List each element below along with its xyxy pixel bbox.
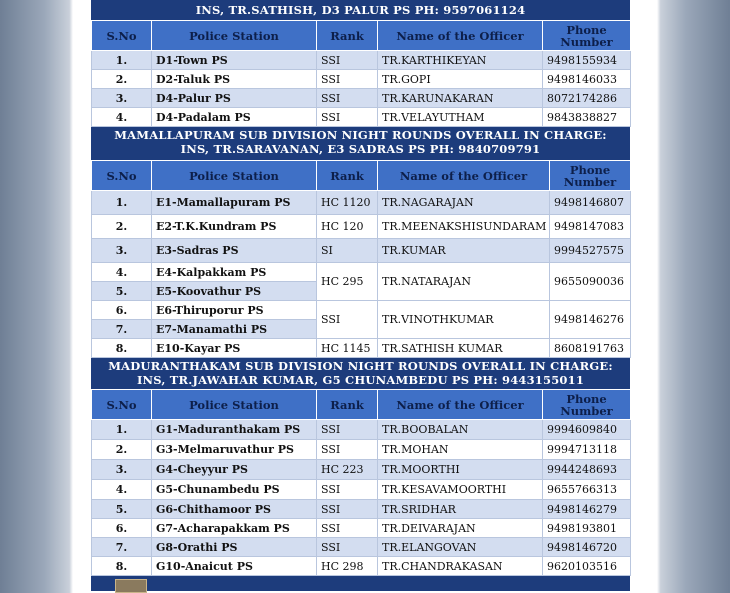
section2-banner xyxy=(91,127,630,160)
col-sno: S.No xyxy=(92,161,152,191)
section3-incharge: INS, TR.JAWAHAR KUMAR, G5 CHUNAMBEDU PS PH: 9443155011 xyxy=(136,373,585,387)
col-phone: Phone Number xyxy=(543,390,631,420)
table-row: 4. E4-Kalpakkam PS HC 295 TR.NATARAJAN 9655090036 xyxy=(92,263,631,282)
col-rank: Rank xyxy=(317,390,378,420)
section2-incharge: INS, TR.SARAVANAN, E3 SADRAS PS PH: 9840709791 xyxy=(180,142,541,156)
col-officer: Name of the Officer xyxy=(378,21,543,51)
table-row: 5. E5-Koovathur PS xyxy=(92,282,631,301)
table-row: 8. G10-Anaicut PS HC 298 TR.CHANDRAKASAN 9620103516 xyxy=(92,557,631,576)
col-rank: Rank xyxy=(317,161,378,191)
table-row: 3. E3-Sadras PS SI TR.KUMAR 9994527575 xyxy=(92,239,631,263)
table-row: 6. G7-Acharapakkam PS SSI TR.DEIVARAJAN 9498193801 xyxy=(92,519,631,538)
section3-title: MADURANTHAKAM SUB DIVISION NIGHT ROUNDS OVERALL IN CHARGE: xyxy=(108,359,613,373)
table-row: 7. G8-Orathi PS SSI TR.ELANGOVAN 9498146720 xyxy=(92,538,631,557)
table-row: 1. G1-Maduranthakam PS SSI TR.BOOBALAN 9994609840 xyxy=(92,420,631,440)
table-row: 1. E1-Mamallapuram PS HC 1120 TR.NAGARAJAN 9498146807 xyxy=(92,191,631,215)
section3-banner xyxy=(91,358,630,389)
table-row: 6. E6-Thiruporur PS SSI TR.VINOTHKUMAR 9498146276 xyxy=(92,301,631,320)
table-row: 2. G3-Melmaruvathur PS SSI TR.MOHAN 9994713118 xyxy=(92,440,631,460)
table-row: 3. D4-Palur PS SSI TR.KARUNAKARAN 8072174286 xyxy=(92,89,631,108)
col-station: Police Station xyxy=(152,390,317,420)
section1-table xyxy=(91,20,631,127)
col-phone: Phone Number xyxy=(543,21,631,51)
section1-banner xyxy=(91,0,630,20)
col-rank: Rank xyxy=(317,21,378,51)
roster-sheet xyxy=(91,0,630,591)
col-phone: Phone Number xyxy=(550,161,631,191)
table-header-row xyxy=(92,390,631,420)
section3-table xyxy=(91,389,631,576)
col-station: Police Station xyxy=(152,161,317,191)
col-officer: Name of the Officer xyxy=(378,161,550,191)
footer-bar xyxy=(91,576,630,591)
table-row: 1. D1-Town PS SSI TR.KARTHIKEYAN 9498155934 xyxy=(92,51,631,70)
table-header-row xyxy=(92,161,631,191)
table-row: 3. G4-Cheyyur PS HC 223 TR.MOORTHI 9944248693 xyxy=(92,460,631,480)
col-officer: Name of the Officer xyxy=(378,390,543,420)
section1-incharge: INS, TR.SATHISH, D3 PALUR PS PH: 9597061124 xyxy=(195,3,526,17)
table-row: 7. E7-Manamathi PS xyxy=(92,320,631,339)
table-row: 2. E2-T.K.Kundram PS HC 120 TR.MEENAKSHISUNDARAM 9498147083 xyxy=(92,215,631,239)
section2-table xyxy=(91,160,631,358)
col-sno: S.No xyxy=(92,390,152,420)
table-header-row xyxy=(92,21,631,51)
table-row: 5. G6-Chithamoor PS SSI TR.SRIDHAR 9498146279 xyxy=(92,500,631,519)
col-sno: S.No xyxy=(92,21,152,51)
table-row: 4. G5-Chunambedu PS SSI TR.KESAVAMOORTHI 9655766313 xyxy=(92,480,631,500)
table-row: 4. D4-Padalam PS SSI TR.VELAYUTHAM 9843838827 xyxy=(92,108,631,127)
col-station: Police Station xyxy=(152,21,317,51)
table-row: 2. D2-Taluk PS SSI TR.GOPI 9498146033 xyxy=(92,70,631,89)
table-row: 8. E10-Kayar PS HC 1145 TR.SATHISH KUMAR 8608191763 xyxy=(92,339,631,358)
section2-title: MAMALLAPURAM SUB DIVISION NIGHT ROUNDS OVERALL IN CHARGE: xyxy=(114,128,607,142)
